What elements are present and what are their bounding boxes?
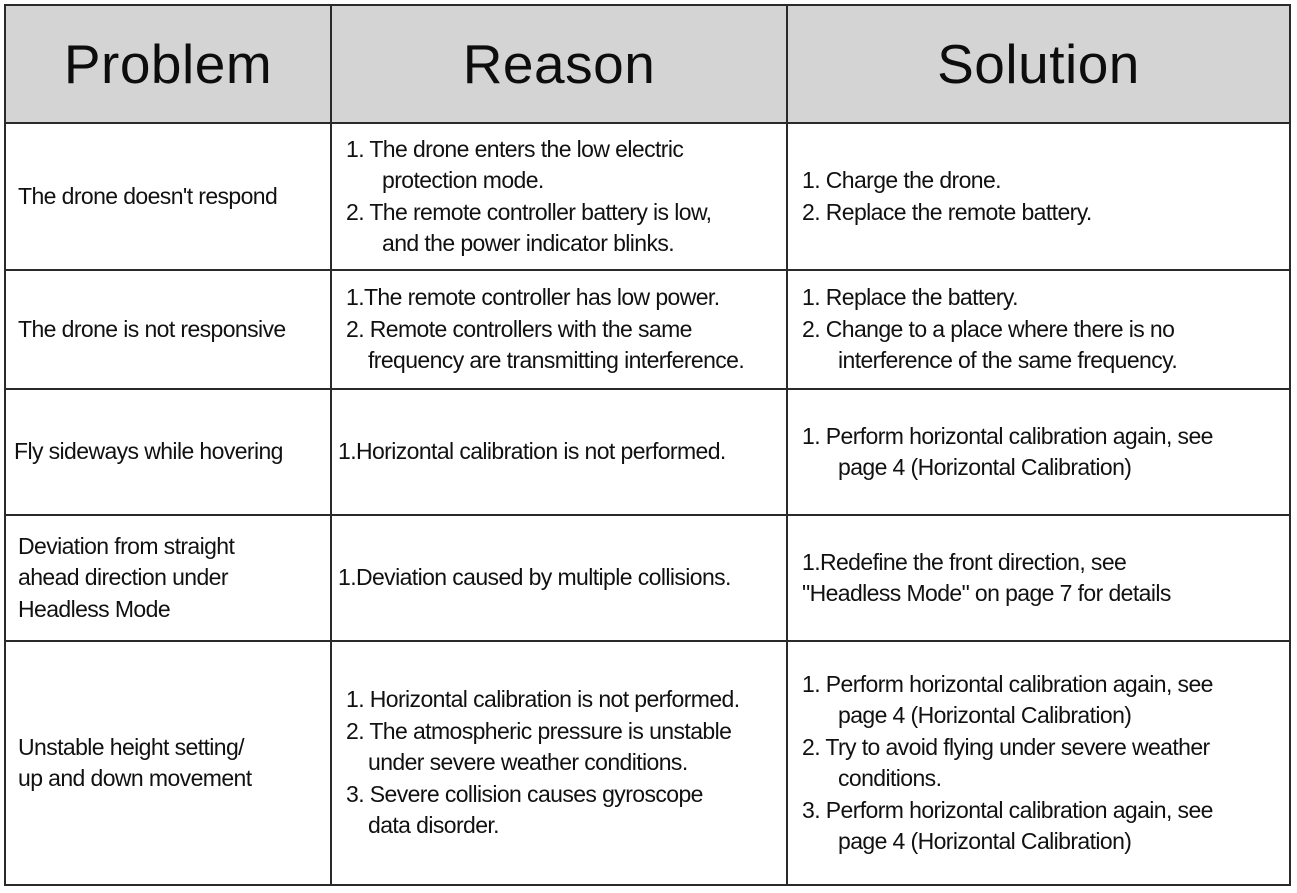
reason-line: 1.Horizontal calibration is not performed. [338,438,726,465]
reason-line: 1.The remote controller has low power. [346,284,720,311]
problem-cell [6,516,332,640]
reason-line: 2. The remote controller battery is low, [346,198,712,225]
reason-line: data disorder. [368,812,499,839]
solution-line: page 4 (Horizontal Calibration) [838,702,1132,728]
table-row [6,390,1289,516]
solution-line: page 4 (Horizontal Calibration) [838,828,1132,854]
reason-cell [332,516,788,640]
problem-cell [6,124,332,269]
solution-line: 2. Replace the remote battery. [802,198,1092,225]
solution-line: conditions. [838,765,942,791]
problem-text: The drone is not responsive [18,315,286,342]
solution-cell [788,124,1289,269]
reason-line: under severe weather conditions. [368,749,688,776]
solution-line: 1. Replace the battery. [802,284,1018,311]
reason-line: 1. Horizontal calibration is not performed. [346,686,740,713]
reason-cell [332,271,788,388]
solution-line: 1. Perform horizontal calibration again, see [802,670,1213,697]
header-problem: Problem [63,33,273,95]
reason-cell [332,124,788,269]
reason-cell [332,390,788,514]
header-reason: Reason [462,33,656,95]
problem-text: Fly sideways while hovering [14,438,283,465]
solution-line: interference of the same frequency. [838,347,1178,374]
problem-cell [6,642,332,884]
troubleshooting-table [4,4,1291,886]
problem-cell [6,390,332,514]
reason-line: 3. Severe collision causes gyroscope [346,780,703,807]
solution-cell [788,642,1289,884]
reason-cell [332,642,788,884]
solution-line: 2. Change to a place where there is no [802,315,1175,342]
reason-line: 1.Deviation caused by multiple collisions. [338,564,731,591]
problem-text: ahead direction under [18,564,228,591]
reason-line: protection mode. [382,167,544,193]
reason-line: 1. The drone enters the low electric [346,135,684,162]
problem-text: Unstable height setting/ [18,733,244,760]
solution-line: 2. Try to avoid flying under severe weather [802,733,1210,760]
header-cell-problem [6,6,332,122]
solution-cell [788,516,1289,640]
problem-text: Headless Mode [18,595,171,622]
solution-line: "Headless Mode" on page 7 for details [802,580,1171,606]
solution-cell [788,390,1289,514]
solution-line: 1. Perform horizontal calibration again, see [802,422,1213,449]
problem-text: Deviation from straight [18,532,235,559]
table-header-row [6,6,1289,124]
problem-cell [6,271,332,388]
reason-line: and the power indicator blinks. [382,230,675,256]
table-row [6,642,1289,884]
solution-line: 3. Perform horizontal calibration again, see [802,796,1213,823]
table-row [6,516,1289,642]
reason-line: 2. Remote controllers with the same [346,315,692,342]
solution-line: page 4 (Horizontal Calibration) [838,454,1132,480]
solution-line: 1.Redefine the front direction, see [802,548,1127,575]
reason-line: frequency are transmitting interference. [368,347,745,374]
problem-text: up and down movement [18,765,252,791]
problem-text: The drone doesn't respond [18,182,278,209]
solution-cell [788,271,1289,388]
solution-line: 1. Charge the drone. [802,167,1001,193]
header-cell-solution [788,6,1289,122]
table-row [6,124,1289,271]
header-cell-reason [332,6,788,122]
header-solution: Solution [937,33,1140,95]
reason-line: 2. The atmospheric pressure is unstable [346,717,732,744]
table-row [6,271,1289,390]
